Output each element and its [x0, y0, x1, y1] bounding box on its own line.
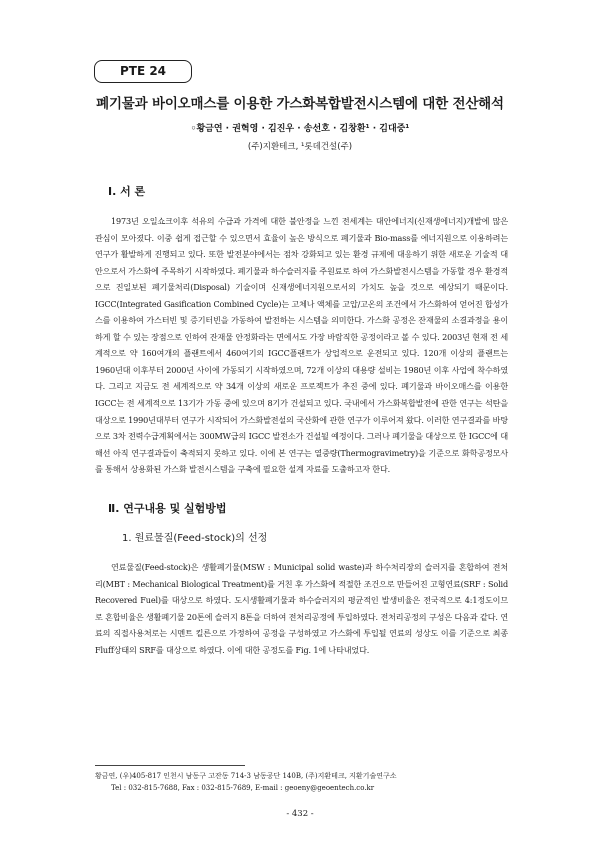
- affiliations: (주)지환테크, ¹롯데건설(주): [247, 142, 353, 152]
- subsection-heading-feedstock: 1. 원료물질(Feed-stock)의 선정: [122, 533, 268, 544]
- footnote-address: 황금연, (우)405-817 인천시 남동구 고잔동 714-3 남동공단 140B, (주)지환테크, 지환기술연구소: [95, 772, 397, 780]
- page-number: - 432 -: [286, 809, 314, 819]
- section-heading-methods: Ⅱ. 연구내용 및 실험방법: [108, 502, 227, 515]
- feedstock-paragraph: 연료물질(Feed-stock)은 생활폐기물(MSW : Municipal solid waste)과 하수처리장의 슬러지를 혼합하여 전처리(MBT : Mechanical Biological Treatment)를 거친 후 가스화에 적절한 조건으로 만들어진 고형연료(SRF : Solid Recovered Fuel)를 대상으로 하였다. 도시생활폐기물과 하수슬러지의 평균적인 발생비율은 전국적으로 4:1정도이므로 혼합비율은 생활폐기물 20톤에 슬러지 8톤을 더하여 전처리공정에 투입하였다. 전처리공정의 구성은 다음과 같다. 연료의 직접사용처로는 시멘트 킬른으로 가정하여 공정을 구성하였고 가스화에 투입될 연료의 성상도 이를 기준으로 최종 Fluff상태의 SRF를 대상으로 하였다. 이에 대한 공정도를 Fig. 1에 나타내었다.: [95, 562, 508, 655]
- intro-paragraph: 1973년 오일쇼크이후 석유의 수급과 가격에 대한 불안정을 느낀 전세계는 대안에너지(신재생에너지)개발에 많은 관심이 모아졌다. 이중 쉽게 접근할 수 있으면서 효율이 높은 방식으로 폐기물과 Bio-mass를 에너지원으로 이용하려는 연구가 활발하게 진행되고 있다. 또한 발전분야에서는 점차 강화되고 있는 환경 규제에 대응하기 위한 새로운 기술적 대안으로서 가스화에 주목하기 시작하였다. 폐기물과 하수슬러지를 주원료로 하여 가스화발전시스템을 가동할 경우 환경적으로 진일보된 폐기물처리(Disposal) 기술이며 신재생에너지원으로서의 가치도 높을 것으로 예상되기 때문이다. IGCC(Integrated Gasification Combined Cycle)는 고체나 액체를 고압/고온의 조건에서 가스화하여 얻어진 합성가스를 이용하여 가스터빈 및 증기터빈을 가동하여 발전하는 시스템을 의미한다. 가스화 공정은 잔재물의 소결과정을 용이하게 할 수 있는 장점으로 인하여 잔재물 안정화라는 면에서도 가장 바람직한 공정이라고 볼 수 있다. 2003년 현재 전 세계적으로 약 160여개의 플랜트에서 460여기의 IGCC플랜트가 상업적으로 운전되고 있다. 120개 이상의 플랜트는 1960년대 이후부터 2000년 사이에 가동되기 시작하였으며, 72개 이상의 대용량 설비는 1980년 이후 사업에 착수하였다. 그리고 지금도 전 세계적으로 약 34개 이상의 새로운 프로젝트가 추진 중에 있다. 폐기물과 바이오매스를 이용한 IGCC는 전 세계적으로 13기가 가동 중에 있으며 8기가 건설되고 있다. 국내에서 가스화복합발전에 관한 연구는 석탄을 대상으로 1990년대부터 연구가 시작되어 가스화발전설의 국산화에 관한 연구가 이루어져 왔다. 이러한 연구결과를 바탕으로 3차 전력수급계획에서는 300MW급의 IGCC 발전소가 건설될 예정이다. 그러나 폐기물을 대상으로 한 IGCC에 대해선 아직 연구결과들이 축적되지 못하고 있다. 이에 본 연구는 열중량(Thermogravimetry)을 기준으로 화학공정모사를 통해서 상용화된 가스화 발전시스템을 구축에 필요한 설계 자료를 도출하고자 한다.: [95, 216, 508, 475]
- paper-code-badge: PTE 24: [94, 60, 192, 83]
- section-heading-intro: Ⅰ. 서 론: [108, 185, 146, 198]
- paper-title: 폐기물과 바이오매스를 이용한 가스화복합발전시스템에 대한 전산해석: [96, 96, 504, 112]
- footnote-contact: Tel : 032-815-7688, Fax : 032-815-7689, E-mail : geoeny@geoentech.co.kr: [111, 784, 375, 792]
- author-list: ◦황금연 · 권혁영 · 김진우 · 송선호 · 김창환¹ · 김대중¹: [190, 124, 410, 134]
- footnote-divider: [95, 765, 245, 766]
